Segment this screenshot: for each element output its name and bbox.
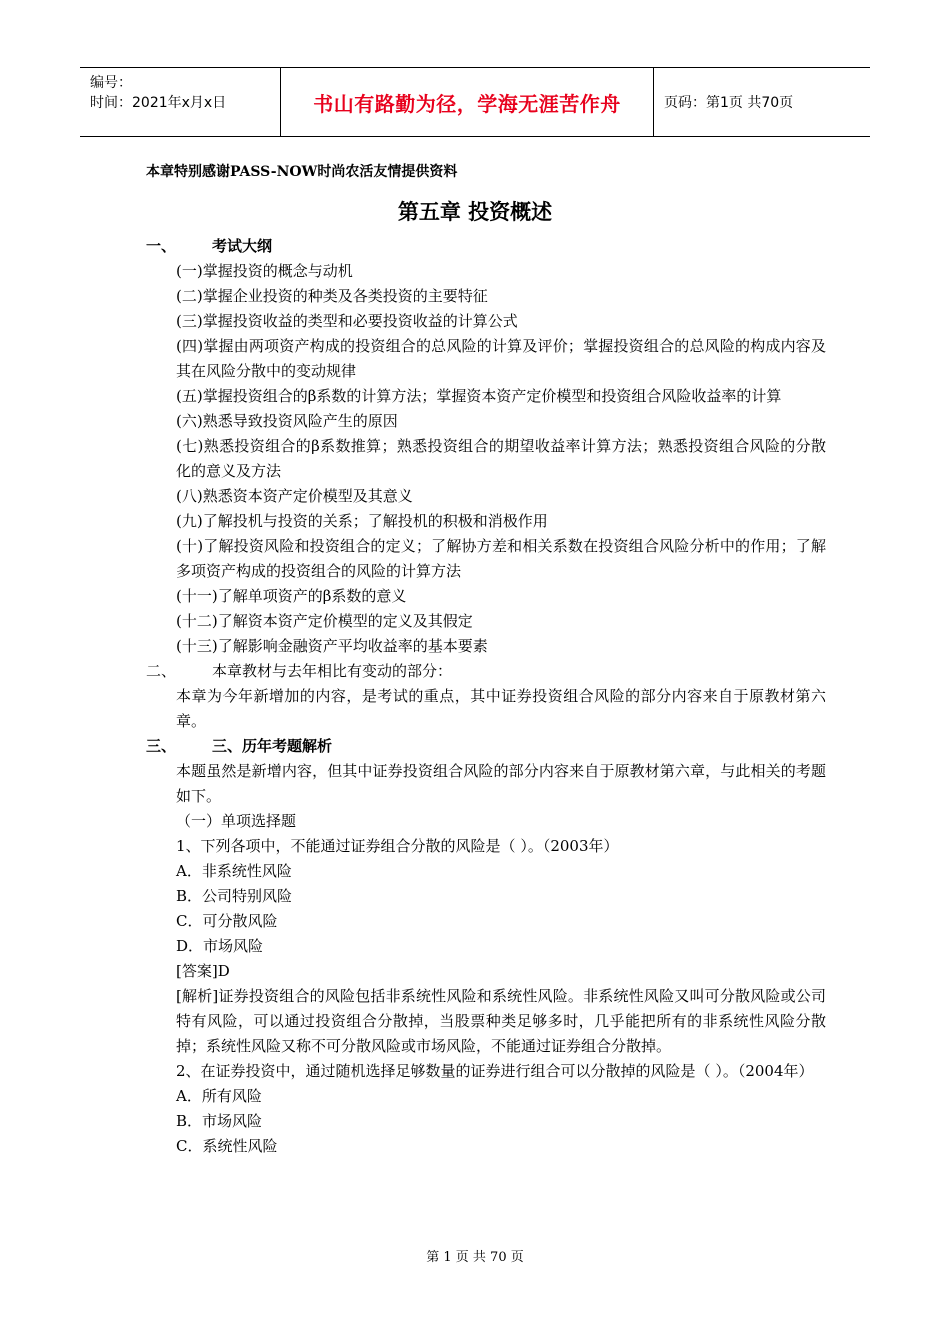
paragraph: 1、下列各项中，不能通过证券组合分散的风险是（ ）。（2003年） <box>176 837 619 855</box>
paragraph: D．市场风险 <box>176 937 264 955</box>
section-heading <box>146 734 826 759</box>
document-body <box>146 234 826 1159</box>
paragraph: (一)掌握投资的概念与动机 <box>176 262 353 280</box>
paragraph: [解析]证券投资组合的风险包括非系统性风险和系统性风险。非系统性风险又叫可分散风险或公司特有风险，可以通过投资组合分散掉，当股票种类足够多时，几乎能把所有的非系统性风险分散掉；系统性风险又称不可分散风险或市场风险，不能通过证券组合分散掉。 <box>176 987 826 1055</box>
number-label: 编号： <box>90 75 132 91</box>
thanks-note: 本章特别感谢PASS-NOW时尚农活友情提供资料 <box>146 164 458 180</box>
header-meta <box>80 68 281 136</box>
header-motto: 书山有路勤为径，学海无涯苦作舟 <box>281 68 654 136</box>
time-label: 时间：2021年x月x日 <box>90 95 227 111</box>
paragraph: C．可分散风险 <box>176 912 278 930</box>
section-title: 本章教材与去年相比有变动的部分： <box>212 662 453 680</box>
paragraph: (二)掌握企业投资的种类及各类投资的主要特征 <box>176 287 488 305</box>
paragraph: (七)熟悉投资组合的β系数推算；熟悉投资组合的期望收益率计算方法；熟悉投资组合风险的分散化的意义及方法 <box>176 437 826 480</box>
paragraph: B．市场风险 <box>176 1112 263 1130</box>
section-heading <box>146 234 826 259</box>
paragraph: (八)熟悉资本资产定价模型及其意义 <box>176 487 413 505</box>
section-number: 三、 <box>146 737 177 755</box>
section-title: 三、历年考题解析 <box>212 737 333 755</box>
paragraph: (十)了解投资风险和投资组合的定义；了解协方差和相关系数在投资组合风险分析中的作用；了解多项资产构成的投资组合的风险的计算方法 <box>176 537 826 580</box>
paragraph: (五)掌握投资组合的β系数的计算方法；掌握资本资产定价模型和投资组合风险收益率的计算 <box>176 387 782 405</box>
paragraph: (四)掌握由两项资产构成的投资组合的总风险的计算及评价；掌握投资组合的总风险的构成内容及其在风险分散中的变动规律 <box>176 337 826 380</box>
section-number: 一、 <box>146 237 177 255</box>
paragraph: 2、在证券投资中，通过随机选择足够数量的证券进行组合可以分散掉的风险是（ ）。（2004年） <box>176 1062 814 1080</box>
section-heading <box>146 659 826 684</box>
paragraph: B．公司特别风险 <box>176 887 293 905</box>
section-title: 考试大纲 <box>212 237 273 255</box>
section-number: 二、 <box>146 662 177 680</box>
paragraph: 本章为今年新增加的内容，是考试的重点，其中证券投资组合风险的部分内容来自于原教材第六章。 <box>176 687 826 730</box>
paragraph: (十三)了解影响金融资产平均收益率的基本要素 <box>176 637 488 655</box>
paragraph: (六)熟悉导致投资风险产生的原因 <box>176 412 398 430</box>
paragraph: （一）单项选择题 <box>176 812 297 830</box>
chapter-title: 第五章 投资概述 <box>397 200 553 224</box>
paragraph: A．所有风险 <box>176 1087 262 1105</box>
paragraph: (九)了解投机与投资的关系；了解投机的积极和消极作用 <box>176 512 548 530</box>
paragraph: 本题虽然是新增内容，但其中证券投资组合风险的部分内容来自于原教材第六章，与此相关的考题如下。 <box>176 762 826 805</box>
paragraph: [答案]D <box>176 962 230 980</box>
paragraph: (十二)了解资本资产定价模型的定义及其假定 <box>176 612 473 630</box>
paragraph: A．非系统性风险 <box>176 862 292 880</box>
paragraph: (三)掌握投资收益的类型和必要投资收益的计算公式 <box>176 312 518 330</box>
header-page-info: 页码：第1页 共70页 <box>664 95 794 111</box>
paragraph: (十一)了解单项资产的β系数的意义 <box>176 587 407 605</box>
paragraph: C．系统性风险 <box>176 1137 278 1155</box>
page-header <box>80 67 870 137</box>
page-footer: 第 1 页 共 70 页 <box>426 1250 524 1265</box>
